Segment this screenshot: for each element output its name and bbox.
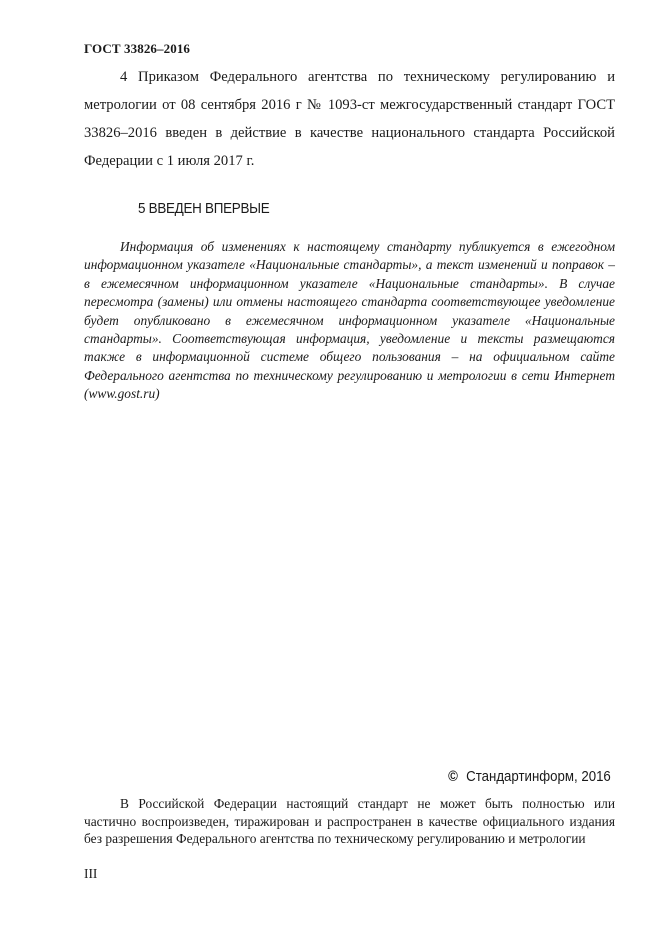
copyright-text: Стандартинформ, 2016	[466, 769, 611, 785]
introduced-first-line: 5 ВВЕДЕН ВПЕРВЫЕ	[138, 201, 270, 217]
copyright-line	[448, 769, 611, 785]
order-paragraph: 4 Приказом Федерального агентства по техническому регулированию и метрологии от 08 сентября 2016 г № 1093-ст межгосударственный стандарт ГОСТ 33826–2016 введен в действие в качестве национального стандарта Российской Федерации с 1 июля 2017 г.	[84, 69, 615, 169]
copyright-icon: ©	[448, 769, 459, 785]
page-number: III	[84, 866, 98, 881]
reproduction-rights-paragraph: В Российской Федерации настоящий стандарт не может быть полностью или частично воспроизведен, тиражирован и распространен в качестве официального издания без разрешения Федерального агентства по техническому регулированию и метрологии	[84, 796, 615, 847]
amendments-info-paragraph: Информация об изменениях к настоящему стандарту публикуется в ежегодном информационном указателе «Национальные стандарты», а текст изменений и поправок – в ежемесячном информационном указателе «Национальные стандарты». В случае пересмотра (замены) или отмены настоящего стандарта соответствующее уведомление будет опубликовано в ежемесячном информационном указателе «Национальные стандарты». Соответствующая информация, уведомление и тексты размещаются также в информационной системе общего пользования – на официальном сайте Федерального агентства по техническому регулированию и метрологии в сети Интернет (www.gost.ru)	[84, 239, 615, 402]
document-code-header: ГОСТ 33826–2016	[84, 41, 191, 56]
